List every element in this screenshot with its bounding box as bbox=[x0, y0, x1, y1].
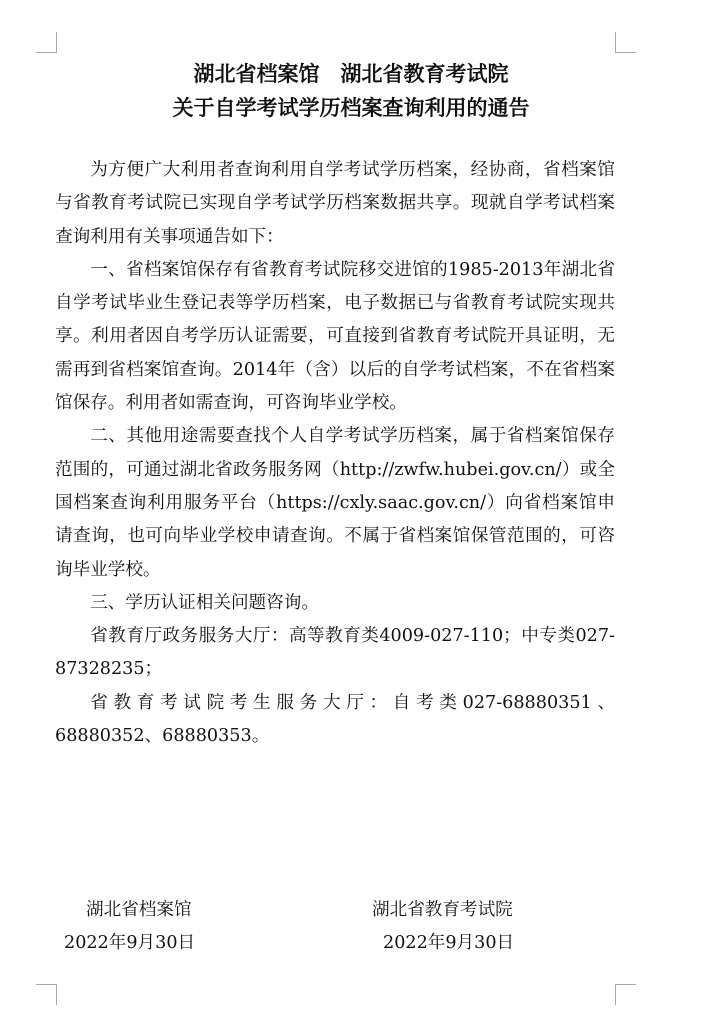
signature-left-date: 2022年9月30日 bbox=[64, 933, 196, 953]
contact-exam-authority: 省教育考试院考生服务大厅：自考类027-68880351、68880352、68880353。 bbox=[55, 692, 615, 747]
signature-right-date: 2022年9月30日 bbox=[383, 933, 515, 953]
document-title-issuers: 湖北省档案馆 湖北省教育考试院 bbox=[193, 61, 509, 86]
intro-paragraph: 为方便广大利用者查询利用自学考试学历档案，经协商，省档案馆与省教育考试院已实现自学考试学历档案数据共享。现就自学考试档案查询利用有关事项通告如下： bbox=[55, 160, 615, 247]
item-three-heading: 三、学历认证相关问题咨询。 bbox=[90, 592, 319, 613]
signature-right-org: 湖北省教育考试院 bbox=[372, 900, 513, 920]
signature-left-org: 湖北省档案馆 bbox=[86, 900, 192, 920]
corner-crop-mark-bottom-right bbox=[615, 984, 636, 1005]
corner-crop-mark-bottom-left bbox=[36, 984, 57, 1005]
corner-crop-mark-top-right bbox=[615, 32, 636, 53]
contact-education-dept: 省教育厅政务服务大厅：高等教育类4009-027-110；中专类027-87328235； bbox=[55, 626, 615, 680]
corner-crop-mark-top-left bbox=[36, 32, 57, 53]
document-body bbox=[55, 154, 615, 753]
item-one-paragraph: 一、省档案馆保存有省教育考试院移交进馆的1985-2013年湖北省自学考试毕业生登记表等学历档案，电子数据已与省教育考试院实现共享。利用者因自考学历认证需要，可直接到省教育考试院开具证明，无需再到省档案馆查询。2014年（含）以后的自学考试档案，不在省档案馆保存。利用者如需查询，可咨询毕业学校。 bbox=[55, 259, 615, 414]
item-two-paragraph: 二、其他用途需要查找个人自学考试学历档案，属于省档案馆保存范围的，可通过湖北省政务服务网（http://zwfw.hubei.gov.cn/）或全国档案查询利用服务平台（https://cxly.saac.gov.cn/）向省档案馆申请查询，也可向毕业学校申请查询。不属于省档案馆保管范围的，可咨询毕业学校。 bbox=[55, 426, 615, 580]
document-title-subject: 关于自学考试学历档案查询利用的通告 bbox=[172, 95, 530, 120]
